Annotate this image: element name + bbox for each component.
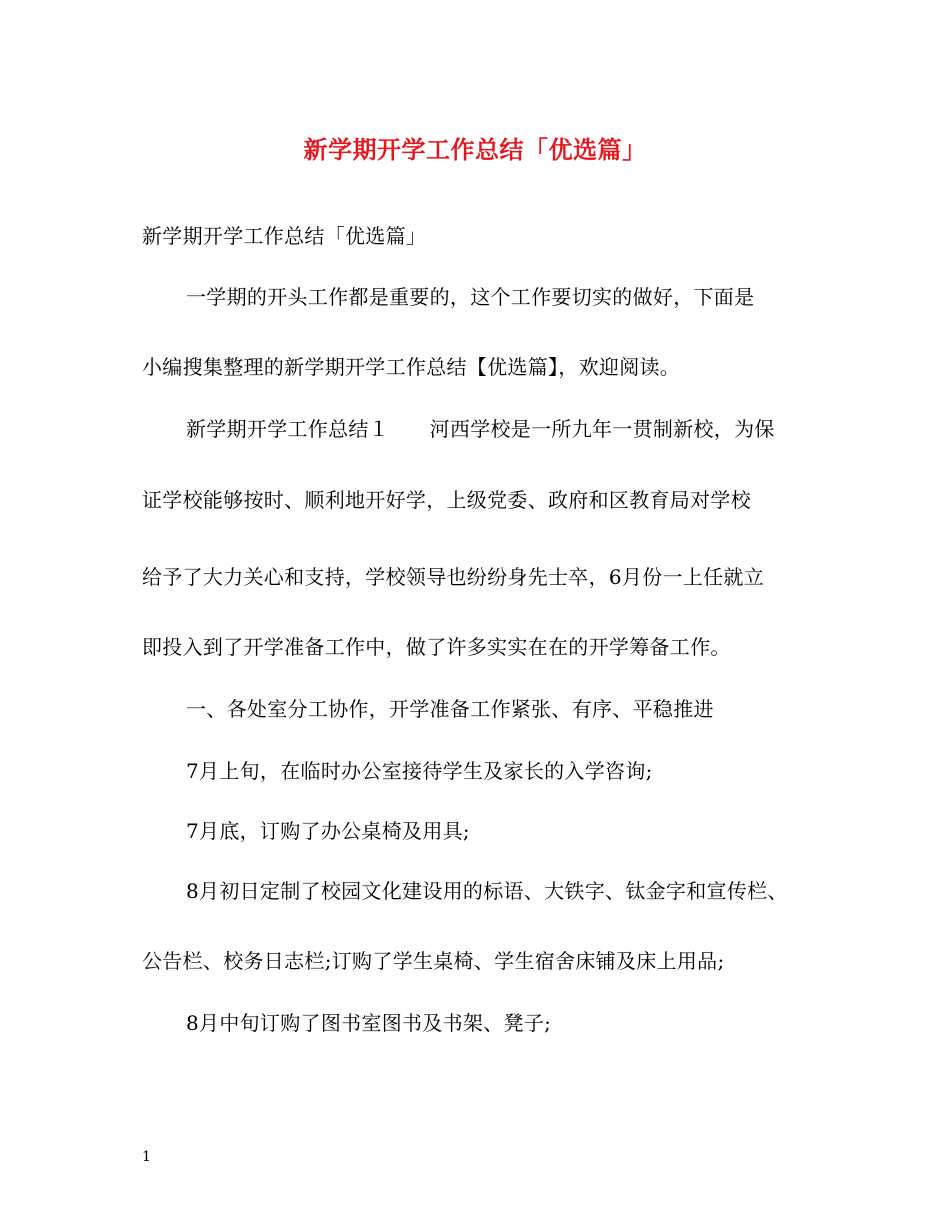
paragraph-line: 8月初日定制了校园文化建设用的标语、大铁字、钛金字和宣传栏、	[186, 879, 788, 903]
paragraph-line: 给予了大力关心和支持，学校领导也纷纷身先士卒，6月份一上任就立	[142, 565, 765, 589]
paragraph-line: 证学校能够按时、顺利地开好学，上级党委、政府和区教育局对学校	[142, 488, 751, 512]
page-number: 1	[142, 1149, 151, 1165]
paragraph-line: 小编搜集整理的新学期开学工作总结【优选篇】，欢迎阅读。	[142, 355, 681, 379]
paragraph-line: 7月底，订购了办公桌椅及用具;	[186, 819, 470, 843]
paragraph-line: 一学期的开头工作都是重要的，这个工作要切实的做好，下面是	[186, 285, 755, 309]
paragraph-line: 公告栏、校务日志栏;订购了学生桌椅、学生宿舍床铺及床上用品;	[142, 949, 725, 973]
paragraph-line: 新学期开学工作总结１ 河西学校是一所九年一贯制新校，为保	[186, 417, 775, 441]
paragraph-line: 即投入到了开学准备工作中，做了许多实实在在的开学筹备工作。	[142, 635, 731, 659]
document-title: 新学期开学工作总结「优选篇」	[303, 135, 647, 164]
paragraph-line: 8月中旬订购了图书室图书及书架、凳子;	[186, 1011, 552, 1035]
subtitle-line: 新学期开学工作总结「优选篇」	[142, 224, 427, 248]
section-heading: 一、各处室分工协作，开学准备工作紧张、有序、平稳推进	[186, 697, 714, 721]
paragraph-line: 7月上旬，在临时办公室接待学生及家长的入学咨询;	[186, 759, 653, 783]
